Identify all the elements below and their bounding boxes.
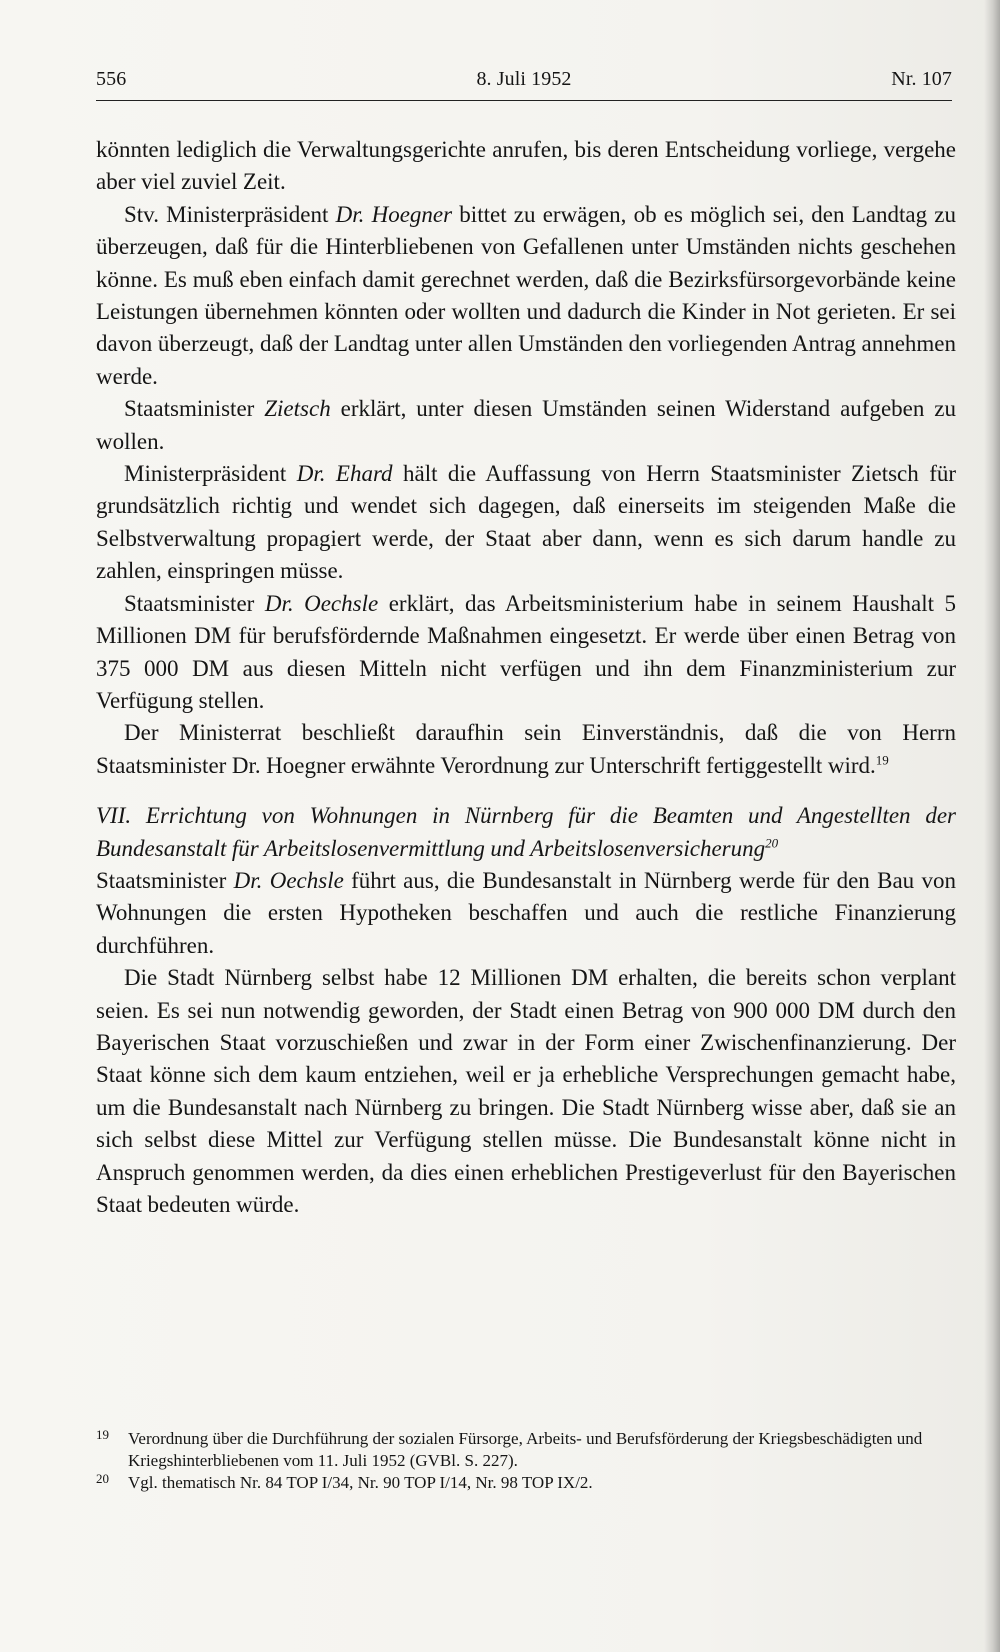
footnote-reference-20: 20 — [765, 834, 779, 850]
paragraph-2-prefix: Stv. Ministerpräsident — [124, 201, 336, 227]
paragraph-3-text: erklärt, unter diesen Umständen seinen Widerstand aufgeben zu wollen. — [96, 396, 957, 454]
page-edge-shadow — [984, 0, 1000, 1652]
paragraph-4 — [96, 458, 956, 588]
header-rule — [96, 100, 952, 101]
paragraph-6-text: Der Ministerrat beschließt daraufhin sein Einverständnis, daß die von Herrn Staatsminister Dr. Hoegner erwähnte Verordnung zur Unterschrift fertiggestellt wird. — [96, 720, 956, 778]
footnote-number: 19 — [96, 1427, 109, 1442]
page-header — [96, 64, 952, 100]
paragraph-4-text: hält die Auffassung von Herrn Staatsminister Zietsch für grundsätzlich richtig und wendet sich dagegen, daß einerseits im steigenden Maße die Selbstverwaltung propagiert werde, der Staat aber dann, wenn es sich darum handle zu zahlen, einspringen müsse. — [96, 461, 957, 584]
footnote-text: Vgl. thematisch Nr. 84 TOP I/34, Nr. 90 TOP I/14, Nr. 98 TOP IX/2. — [128, 1473, 593, 1492]
speaker-name: Dr. Oechsle — [264, 590, 379, 616]
paragraph-2-text: bittet zu erwägen, ob es möglich sei, den Landtag zu überzeugen, daß für die Hinterbliebenen von Gefallenen unter Umständen nichts geschehen könne. Es muß eben einfach damit gerechnet werden, daß die Bezirksfürsorgevorbände keine Leistungen übernehmen könnten oder wollten und dadurch die Kinder in Not gerieten. Er sei davon überzeugt, daß der Landtag unter allen Umständen den vorliegenden Antrag annehmen werde. — [96, 201, 956, 389]
paragraph-1 — [96, 134, 956, 199]
paragraph-7-prefix: Staatsminister — [96, 867, 234, 893]
paragraph-8-text: Die Stadt Nürnberg selbst habe 12 Millionen DM erhalten, die bereits schon verplant seien. Es sei nun notwendig geworden, der Stadt einen Betrag von 900 000 DM durch den Bayerischen Staat vorzuschießen und zwar in der Form einer Zwischenfinanzierung. Der Staat könne sich dem kaum entziehen, weil er ja erhebliche Versprechungen gemacht habe, um die Bundesanstalt nach Nürnberg zu bringen. Die Stadt Nürnberg wisse aber, daß sie an sich selbst diese Mittel zur Verfügung stellen müsse. Die Bundesanstalt könne nicht in Anspruch genommen werden, da dies einen erheblichen Prestigeverlust für den Bayerischen Staat bedeuten würde. — [96, 965, 956, 1217]
paragraph-5 — [96, 588, 956, 718]
footnote-19 — [96, 1428, 956, 1472]
paragraph-8 — [96, 962, 956, 1221]
section-heading-text: VII. Errichtung von Wohnungen in Nürnberg für die Beamten und Angestellten der Bundesanstalt für Arbeitslosenvermittlung und Arbeitslosenversicherung — [96, 803, 956, 861]
speaker-name: Dr. Oechsle — [233, 867, 344, 893]
footnote-number: 20 — [96, 1471, 109, 1486]
footnote-text: Verordnung über die Durchführung der sozialen Fürsorge, Arbeits- und Berufsförderung der Kriegsbeschädigten und Kriegshinterbliebenen vom 11. Juli 1952 (GVBl. S. 227). — [128, 1429, 923, 1470]
speaker-name: Zietsch — [264, 396, 331, 422]
footnotes — [96, 1428, 956, 1494]
speaker-name: Dr. Hoegner — [335, 201, 453, 227]
paragraph-6 — [96, 717, 956, 782]
paragraph-2 — [96, 199, 956, 393]
issue-number: Nr. 107 — [891, 68, 952, 90]
paragraph-4-prefix: Ministerpräsident — [124, 461, 297, 487]
paragraph-7 — [96, 865, 956, 962]
header-date: 8. Juli 1952 — [476, 68, 572, 90]
paragraph-3-prefix: Staatsminister — [124, 396, 265, 422]
paragraph-5-prefix: Staatsminister — [124, 590, 265, 616]
paragraph-1-text: könnten lediglich die Verwaltungsgerichte anrufen, bis deren Entscheidung vorliege, vergehe aber viel zuviel Zeit. — [96, 137, 956, 195]
page-number: 556 — [96, 68, 127, 90]
paragraph-7-text: führt aus, die Bundesanstalt in Nürnberg werde für den Bau von Wohnungen die ersten Hypotheken beschaffen und auch die restliche Finanzierung durchführen. — [96, 867, 957, 958]
speaker-name: Dr. Ehard — [296, 461, 393, 487]
section-heading — [96, 800, 956, 865]
paragraph-3 — [96, 393, 956, 458]
footnote-20 — [96, 1472, 956, 1494]
main-text — [96, 134, 956, 1221]
footnote-reference-19: 19 — [875, 752, 889, 768]
paragraph-5-text: erklärt, das Arbeitsministerium habe in seinem Haushalt 5 Millionen DM für berufsfördernde Maßnahmen eingesetzt. Er werde über einen Betrag von 375 000 DM aus diesen Mitteln nicht verfügen und ihn dem Finanzministerium zur Verfügung stellen. — [96, 590, 956, 713]
